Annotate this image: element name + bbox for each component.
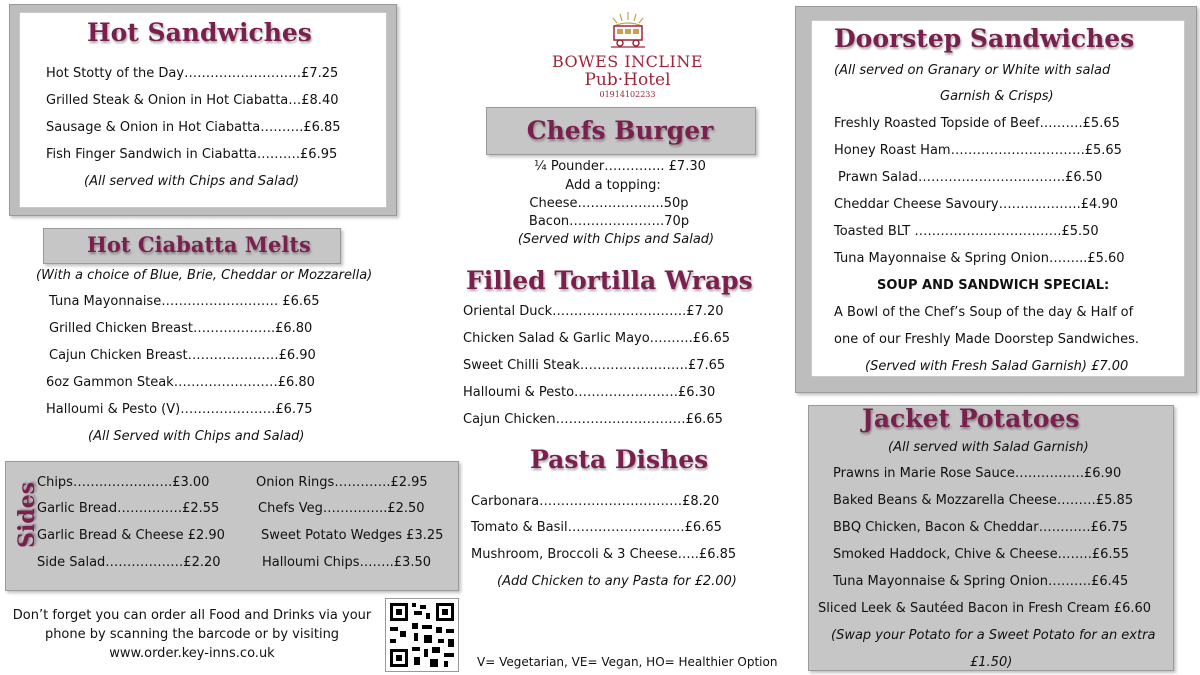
sides-title: Sides xyxy=(14,481,40,548)
ciabatta-melt-item: Grilled Chicken Breast……………….£6.80 xyxy=(49,321,313,336)
special-title: SOUP AND SANDWICH SPECIAL: xyxy=(877,278,1110,293)
jacket-note: £1.50) xyxy=(970,655,1013,670)
order-note-url[interactable]: www.order.key-inns.co.uk xyxy=(109,646,275,661)
hot-sandwiches-title: Hot Sandwiches xyxy=(87,18,312,47)
jacket-item: Sliced Leek & Sautéed Bacon in Fresh Cream £6.60 xyxy=(818,601,1152,616)
burger-line: Add a topping: xyxy=(565,178,661,193)
jacket-item: Tuna Mayonnaise & Spring Onion……….£6.45 xyxy=(833,574,1129,589)
hot-sandwich-item: Sausage & Onion in Hot Ciabatta……….£6.85 xyxy=(46,120,341,135)
special-line: one of our Freshly Made Doorstep Sandwiches. xyxy=(834,332,1140,347)
wrap-item: Chicken Salad & Garlic Mayo……….£6.65 xyxy=(463,331,731,346)
jacket-note: (Swap your Potato for a Sweet Potato for an extra xyxy=(831,628,1156,643)
hot-sandwiches-note: (All served with Chips and Salad) xyxy=(84,174,300,189)
side-item: Side Salad………………£2.20 xyxy=(37,555,221,570)
side-item: Onion Rings………….£2.95 xyxy=(256,475,428,490)
wrap-item: Cajun Chicken…………………………£6.65 xyxy=(463,412,723,427)
hot-sandwich-item: Hot Stotty of the Day………………………£7.25 xyxy=(46,66,339,81)
jacket-item: Baked Beans & Mozzarella Cheese………£5.85 xyxy=(833,493,1134,508)
jacket-item: Smoked Haddock, Chive & Cheese……..£6.55 xyxy=(833,547,1130,562)
jacket-title: Jacket Potatoes xyxy=(862,404,1080,433)
pasta-note: (Add Chicken to any Pasta for £2.00) xyxy=(497,574,737,589)
burger-line: Cheese………………..50p xyxy=(529,196,689,211)
logo-subtitle: Pub·Hotel xyxy=(584,70,671,90)
hot-sandwich-item: Fish Finger Sandwich in Ciabatta……….£6.95 xyxy=(46,147,338,162)
jacket-subtitle: (All served with Salad Garnish) xyxy=(888,440,1089,455)
doorstep-item: Freshly Roasted Topside of Beef……….£5.65 xyxy=(834,116,1120,131)
doorstep-subtitle: (All served on Granary or White with salad xyxy=(834,63,1111,78)
chefs-burger-title: Chefs Burger xyxy=(526,116,714,145)
ciabatta-melt-item: Tuna Mayonnaise……………………… £6.65 xyxy=(49,294,320,309)
ciabatta-melt-item: 6oz Gammon Steak……………………£6.80 xyxy=(46,375,315,390)
ciabatta-melts-note: (All Served with Chips and Salad) xyxy=(88,429,305,444)
pasta-item: Mushroom, Broccoli & 3 Cheese…..£6.85 xyxy=(471,547,737,562)
ciabatta-melts-title: Hot Ciabatta Melts xyxy=(87,232,311,257)
logo-icon xyxy=(608,10,648,50)
ciabatta-melt-item: Halloumi & Pesto (V)………………….£6.75 xyxy=(46,402,313,417)
side-item: Garlic Bread……………£2.55 xyxy=(37,501,220,516)
order-note-line: Don’t forget you can order all Food and Drinks via your xyxy=(12,608,372,623)
doorstep-item: Tuna Mayonnaise & Spring Onion……...£5.60 xyxy=(834,251,1125,266)
burger-note: (Served with Chips and Salad) xyxy=(517,232,715,247)
wrap-item: Sweet Chilli Steak…………………….£7.65 xyxy=(463,358,726,373)
pasta-item: Carbonara……………………………£8.20 xyxy=(471,494,720,509)
doorstep-item: Toasted BLT …………………………….£5.50 xyxy=(834,224,1099,239)
dietary-legend: V= Vegetarian, VE= Vegan, HO= Healthier Option xyxy=(477,655,778,669)
jacket-item: Prawns in Marie Rose Sauce…………….£6.90 xyxy=(833,466,1122,481)
doorstep-subtitle: Garnish & Crisps) xyxy=(940,89,1054,104)
hot-sandwich-item: Grilled Steak & Onion in Hot Ciabatta…£8.40 xyxy=(46,93,339,108)
pasta-item: Tomato & Basil………………………£6.65 xyxy=(471,520,722,535)
doorstep-item: Cheddar Cheese Savoury……………….£4.90 xyxy=(834,197,1118,212)
burger-line: ¼ Pounder………….. £7.30 xyxy=(534,159,706,174)
side-item: Chips…….…………….£3.00 xyxy=(37,475,210,490)
qr-code-icon[interactable] xyxy=(385,598,459,672)
wrap-item: Halloumi & Pesto……………………£6.30 xyxy=(463,385,716,400)
order-note-line: phone by scanning the barcode or by visiting xyxy=(44,627,340,642)
tortilla-wraps-title: Filled Tortilla Wraps xyxy=(466,266,753,295)
doorstep-item: Honey Roast Ham………………………….£5.65 xyxy=(834,143,1122,158)
logo-name: BOWES INCLINE xyxy=(551,52,704,71)
doorstep-title: Doorstep Sandwiches xyxy=(834,24,1135,53)
jacket-item: BBQ Chicken, Bacon & Cheddar…………£6.75 xyxy=(833,520,1128,535)
doorstep-item: Prawn Salad…………………………….£6.50 xyxy=(838,170,1103,185)
side-item: Chefs Veg……….…..£2.50 xyxy=(258,501,425,516)
special-note: (Served with Fresh Salad Garnish) £7.00 xyxy=(865,359,1129,374)
side-item: Halloumi Chips……..£3.50 xyxy=(262,555,431,570)
special-line: A Bowl of the Chef’s Soup of the day & Half of xyxy=(834,305,1134,320)
ciabatta-melts-subtitle: (With a choice of Blue, Brie, Cheddar or Mozzarella) xyxy=(36,268,373,283)
pasta-title: Pasta Dishes xyxy=(530,445,709,474)
ciabatta-melt-item: Cajun Chicken Breast…………………£6.90 xyxy=(49,348,316,363)
wrap-item: Oriental Duck………………………….£7.20 xyxy=(463,304,724,319)
logo-phone: 01914102233 xyxy=(599,90,656,99)
burger-line: Bacon………………….70p xyxy=(528,214,690,229)
side-item: Garlic Bread & Cheese £2.90 xyxy=(37,528,225,543)
side-item: Sweet Potato Wedges £3.25 xyxy=(261,528,444,543)
